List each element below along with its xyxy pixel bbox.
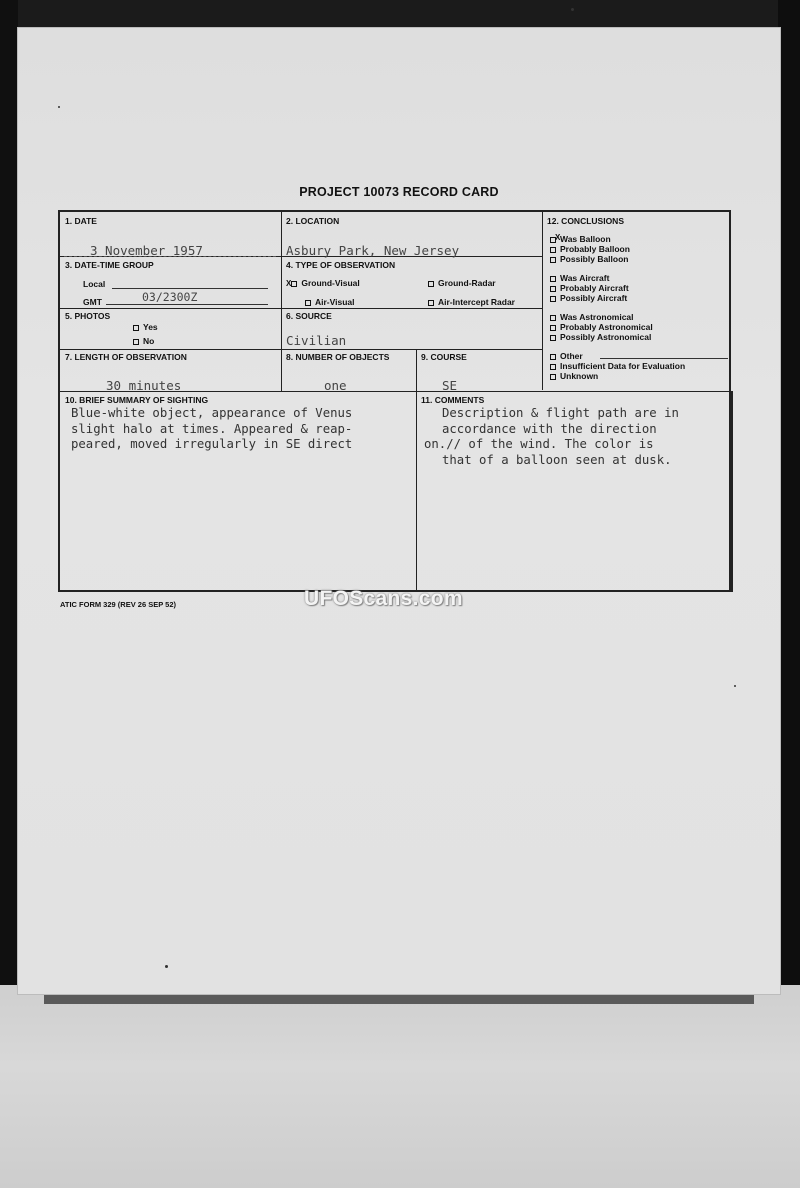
course-value: SE [442,378,458,393]
source-label: 6. SOURCE [286,311,332,321]
card-title: PROJECT 10073 RECORD CARD [299,185,499,199]
num-objects-label: 8. NUMBER OF OBJECTS [286,352,390,362]
conclusion-probably-balloon [550,244,630,254]
conclusion-text: Was Balloon [560,234,611,244]
comments-line: accordance with the direction [442,421,657,436]
dust-speck [58,106,60,108]
conclusion-was-balloon [550,234,611,244]
summary-label: 10. BRIEF SUMMARY OF SIGHTING [65,395,209,405]
dtg-gmt-label: GMT [83,297,102,307]
conclusion-was-astronomical [550,312,634,322]
conclusion-text: Unknown [560,371,599,381]
conclusion-unknown [550,371,598,381]
course-label: 9. COURSE [421,352,467,362]
option-ground-visual [286,278,360,288]
dust-speck [734,685,736,687]
checkbox-air-intercept [428,300,434,306]
divider [281,212,282,392]
page-edge-shadow [44,994,754,1004]
conclusion-text: Other [560,351,583,361]
conclusion-probably-astronomical [550,322,653,332]
checkbox-ground-visual [291,281,297,287]
comments-line: on.// of the wind. The color is [424,437,654,451]
dust-speck [165,965,168,968]
location-value: Asbury Park, New Jersey [286,243,460,258]
dtg-label: 3. DATE-TIME GROUP [65,260,154,270]
comments-label: 11. COMMENTS [421,395,485,405]
checkbox [550,247,556,253]
divider [416,349,417,592]
location-label: 2. LOCATION [286,216,340,226]
watermark: UFOScans.com [304,587,463,610]
option-air-intercept [428,297,515,307]
gmt-line [106,304,268,305]
checkbox-photos-yes [133,325,139,331]
ground-radar-text: Ground-Radar [438,278,496,288]
other-line [600,358,728,359]
summary-line: Blue-white object, appearance of Venus [71,406,353,420]
conclusion-text: Probably Astronomical [560,322,653,332]
conclusion-probably-aircraft [550,283,629,293]
option-photos-no [133,336,154,346]
conclusion-possibly-astronomical [550,332,651,342]
conclusion-text: Was Astronomical [560,312,634,322]
dtg-gmt-value: 03/2300Z [142,290,198,304]
checkbox [550,276,556,282]
checkbox [550,364,556,370]
source-value: Civilian [286,333,347,348]
summary-line: slight halo at times. Appeared & reap- [71,421,353,436]
option-air-visual [305,297,355,307]
conclusion-text: Insufficient Data for Evaluation [560,361,686,371]
conclusion-text: Possibly Aircraft [560,293,628,303]
checkbox [550,257,556,263]
conclusion-possibly-aircraft [550,293,627,303]
comments-line: Description & flight path are in [442,406,679,420]
was-balloon-mark: X [555,233,561,242]
conclusion-text: Possibly Balloon [560,254,629,264]
divider [60,349,542,350]
comments-line: that of a balloon seen at dusk. [442,452,672,467]
air-intercept-text: Air-Intercept Radar [438,297,515,307]
ground-visual-text: Ground-Visual [301,278,360,288]
conclusions-list [542,230,732,390]
checkbox [550,325,556,331]
checkbox [550,335,556,341]
date-label: 1. DATE [65,216,97,226]
date-value: 3 November 1957 [90,243,203,258]
ground-visual-mark: X [286,279,292,288]
conclusion-text: Possibly Astronomical [560,332,652,342]
date-underline [64,256,276,257]
divider [60,308,542,309]
conclusion-other [550,351,583,361]
checkbox-photos-no [133,339,139,345]
dust-speck [571,8,574,11]
length-label: 7. LENGTH OF OBSERVATION [65,352,187,362]
checkbox [550,315,556,321]
local-line [112,288,268,289]
checkbox [550,354,556,360]
divider [731,391,733,592]
underlying-sheet [0,985,800,1188]
record-card-form [58,210,731,592]
conclusion-text: Was Aircraft [560,273,610,283]
film-border-left [0,0,18,1000]
checkbox-air-visual [305,300,311,306]
option-ground-radar [428,278,496,288]
conclusion-insufficient-data [550,361,685,371]
form-number: ATIC FORM 329 (REV 26 SEP 52) [60,600,177,609]
summary-line: peared, moved irregularly in SE direct [71,437,353,451]
conclusions-label: 12. CONCLUSIONS [547,216,624,226]
air-visual-text: Air-Visual [315,297,355,307]
length-value: 30 minutes [106,378,182,393]
conclusion-was-aircraft [550,273,609,283]
type-obs-label: 4. TYPE OF OBSERVATION [286,260,396,270]
conclusion-text: Probably Aircraft [560,283,629,293]
photos-no-text: No [143,336,155,346]
checkbox-ground-radar [428,281,434,287]
record-card-page [18,28,780,994]
film-border-right [778,0,800,1000]
conclusion-possibly-balloon [550,254,629,264]
num-objects-value: one [324,378,347,393]
checkbox [550,286,556,292]
photos-yes-text: Yes [143,322,158,332]
option-photos-yes [133,322,158,332]
photos-label: 5. PHOTOS [65,311,111,321]
conclusion-text: Probably Balloon [560,244,630,254]
dtg-local-label: Local [83,279,106,289]
checkbox [550,296,556,302]
checkbox [550,374,556,380]
